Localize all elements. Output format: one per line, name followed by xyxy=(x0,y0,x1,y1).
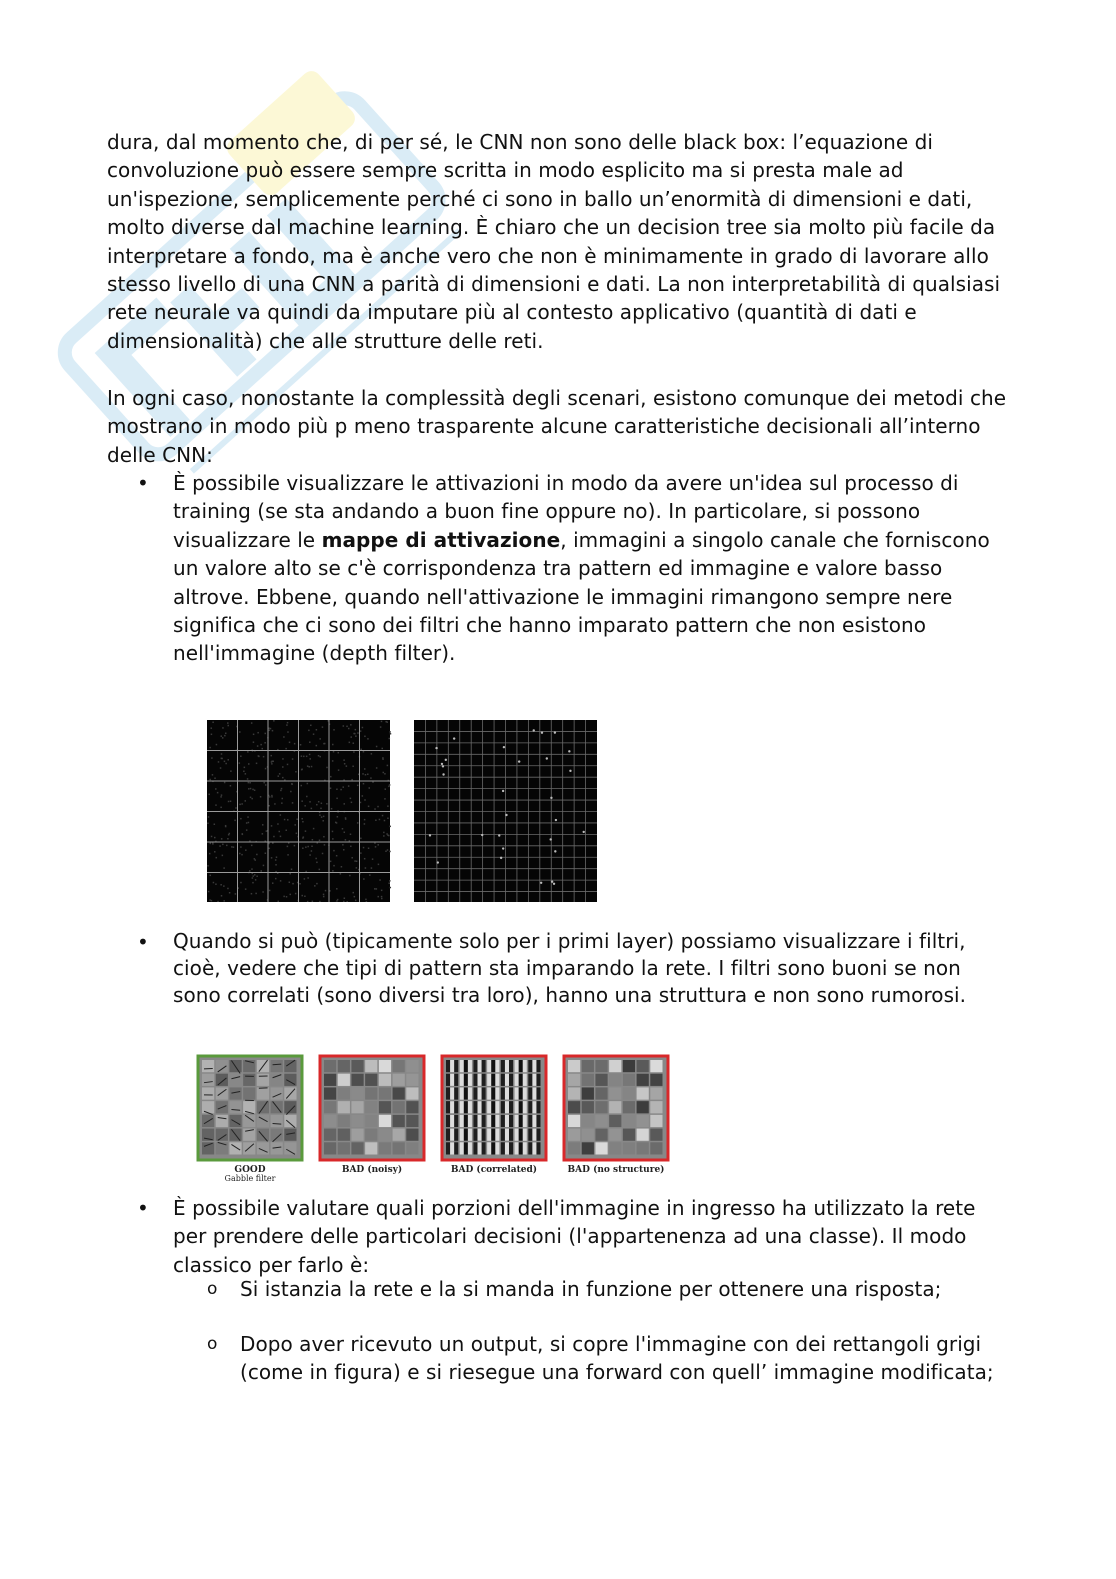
list-item-text: È possibile visualizzare le attivazioni in modo da avere un'idea sul processo di training (se sta andando a buon fine oppure no). In particolare, si possono visualizzare le mappe di attivazione, immagini a singolo canale che forniscono un valore alto se c'è corrispondenza tra pattern ed immagine e valore basso altrove. Ebbene, quando nell'attivazione le immagini rimangono sempre nere significa che ci sono dei filtri che hanno imparato pattern che non esistono nell'immagine (depth filter). xyxy=(173,471,990,666)
filter-caption: BAD (correlated) xyxy=(450,1165,538,1175)
sub-bullet-marker: o xyxy=(207,1334,218,1354)
bullet-marker: • xyxy=(137,1196,149,1220)
filter-quality-figure xyxy=(196,1048,676,1182)
filter-caption: GOOD xyxy=(234,1165,266,1175)
sub-list-item-text: Si istanzia la rete e la si manda in funzione per ottenere una risposta; xyxy=(240,1277,942,1301)
filter-caption: BAD (noisy) xyxy=(341,1165,403,1175)
bold-term: mappe di attivazione xyxy=(321,527,561,552)
sub-bullet-marker: o xyxy=(207,1279,218,1299)
filter-caption: BAD (no structure) xyxy=(567,1165,665,1175)
bullet-marker: • xyxy=(137,471,149,495)
paragraph-intro: dura, dal momento che, di per sé, le CNN non sono delle black box: l’equazione di convoluzione può essere sempre scritta in modo esplicito ma si presta male ad un'ispezione, semplicemente perché ci sono in ballo un’enormità di dimensioni e dati, molto diverse dal machine learning. È chiaro che un decision tree sia molto più facile da interpretare a fondo, ma è anche vero che non è minimamente in grado di lavorare allo stesso livello di una CNN a parità di dimensioni e dati. La non interpretabilità di qualsiasi rete neurale va quindi da imputare più al contesto applicativo (quantità di dati e dimensionalità) che alle strutture delle reti. xyxy=(107,130,1001,353)
paragraph-methods: In ogni caso, nonostante la complessità degli scenari, esistono comunque dei metodi che mostrano in modo più p meno trasparente alcune caratteristiche decisionali all’interno delle CNN: xyxy=(107,386,1007,467)
activation-grid-coarse xyxy=(207,720,391,902)
filter-grid-nostruct xyxy=(564,1056,668,1175)
filter-grid-good xyxy=(198,1056,302,1182)
list-item-text: È possibile valutare quali porzioni dell'immagine in ingresso ha utilizzato la rete per prendere delle particolari decisioni (l'appartenenza ad una classe). Il modo classico per farlo è: xyxy=(173,1196,976,1277)
sub-list-item-text: Dopo aver ricevuto un output, si copre l'immagine con dei rettangoli grigi (come in figura) e si riesegue una forward con quell’ immagine modificata; xyxy=(240,1332,994,1385)
filter-grid-noisy xyxy=(320,1056,424,1175)
bullet-marker: • xyxy=(137,930,149,954)
list-item-text: Quando si può (tipicamente solo per i primi layer) possiamo visualizzare i filtri, cioè, vedere che tipi di pattern sta imparando la rete. I filtri sono buoni se non sono correlati (sono diversi tra loro), hanno una struttura e non sono rumorosi. xyxy=(173,929,967,1007)
filter-grid-corr xyxy=(442,1056,546,1175)
filter-subcaption: Gabble filter xyxy=(224,1174,276,1182)
activation-map-figure xyxy=(207,720,597,902)
activation-grid-fine xyxy=(414,720,597,902)
